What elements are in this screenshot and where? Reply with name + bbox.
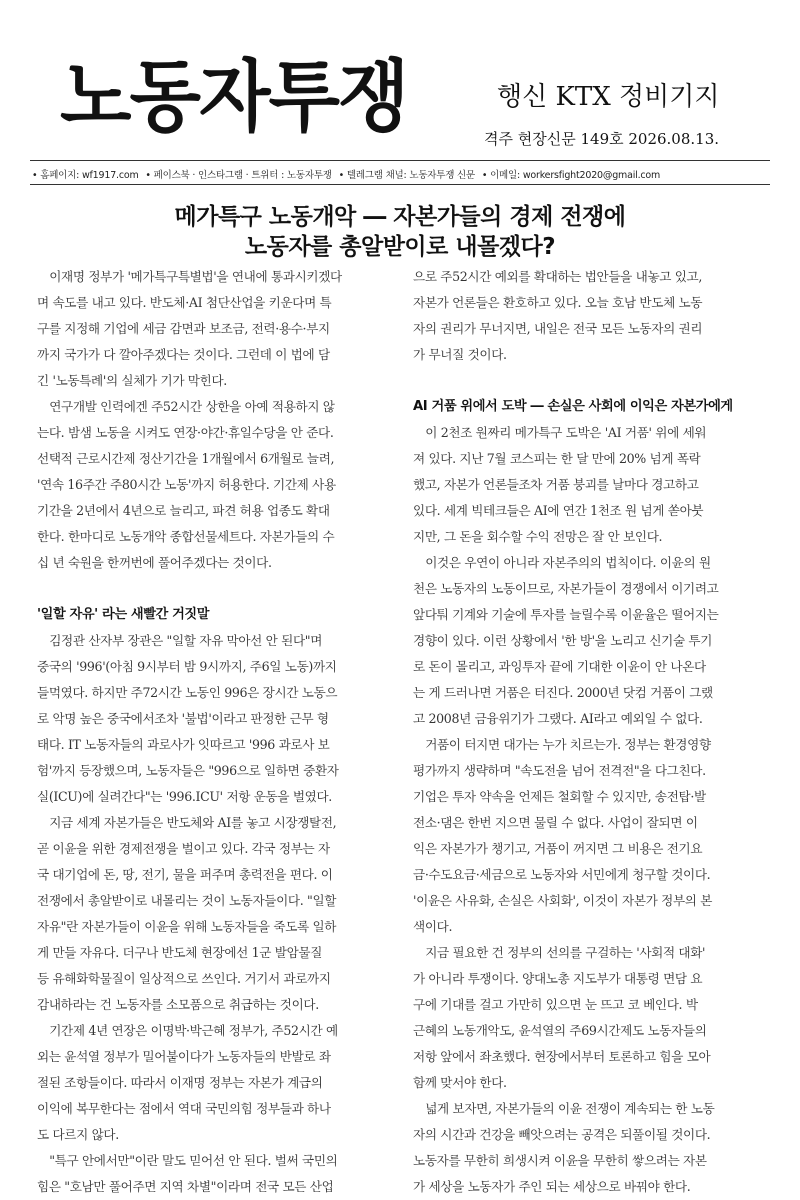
article-line: 들먹였다. 하지만 주72시간 노동인 996은 장시간 노동으: [37, 685, 338, 700]
article-line: 게 만들 자유다. 더구나 반도체 현장에선 1군 발암물질: [37, 945, 323, 960]
article-line: '이윤은 사유화, 손실은 사회화', 이것이 자본가 정부의 본: [413, 893, 713, 908]
article-line: 저항 앞에서 좌초했다. 현장에서부터 토론하고 힘을 모아: [413, 1049, 711, 1064]
article-line: 까지 국가가 다 깔아주겠다는 것이다. 그런데 이 법에 담: [37, 347, 330, 362]
article-line: 십 년 숙원을 한꺼번에 풀어주겠다는 것이다.: [37, 555, 272, 570]
article-line: 이 2천조 원짜리 메가특구 도박은 'AI 거품' 위에 세워: [413, 425, 707, 440]
article-line: 등 유해화학물질이 일상적으로 쓰인다. 거기서 과로까지: [37, 971, 331, 986]
article-line: 이재명 정부가 '메가특구특별법'을 연내에 통과시키겠다: [37, 269, 342, 284]
header-rule-bottom: [30, 184, 770, 185]
article-line: 했고, 자본가 언론들조차 거품 붕괴를 날마다 경고하고: [413, 477, 699, 492]
article-line: 지만, 그 돈을 회수할 수익 전망은 잘 안 보인다.: [413, 529, 663, 544]
article-line: 긴 '노동특례'의 실체가 기가 막힌다.: [37, 373, 227, 388]
article-line: 넓게 보자면, 자본가들의 이윤 전쟁이 계속되는 한 노동: [413, 1101, 715, 1116]
article-line: 로 악명 높은 중국에서조차 '불법'이라고 판정한 근무 형: [37, 711, 329, 726]
article-line: 중국의 '996'(아침 9시부터 밤 9시까지, 주6일 노동)까지: [37, 659, 337, 674]
article-line: 함께 맞서야 한다.: [413, 1075, 507, 1090]
section-heading: AI 거품 위에서 도박 ― 손실은 사회에 이익은 자본가에게: [413, 399, 733, 414]
article-line: 천은 노동자의 노동이므로, 자본가들이 경쟁에서 이기려고: [413, 581, 719, 596]
article-line: 지금 세계 자본가들은 반도체와 AI를 놓고 시장쟁탈전,: [37, 815, 337, 830]
article-line: 기업은 투자 약속을 언제든 철회할 수 있지만, 송전탑·발: [413, 789, 706, 804]
article-line: 실(ICU)에 실려간다"는 '996.ICU' 저항 운동을 벌였다.: [37, 789, 332, 804]
article-line: '연속 16주간 주80시간 노동'까지 허용한다. 기간제 사용: [37, 477, 336, 492]
article-line: 있다. 세계 빅테크들은 AI에 연간 1천조 원 넘게 쏟아붓: [413, 503, 704, 518]
article-line: 익은 자본가가 챙기고, 거품이 꺼지면 그 비용은 전기요: [413, 841, 703, 856]
masthead-logo: 노동자투쟁: [60, 51, 408, 143]
article-line: 김정관 산자부 장관은 "일할 자유 막아선 안 된다"며: [37, 633, 323, 648]
headline-line-1: 메가특구 노동개악 ― 자본가들의 경제 전쟁에: [174, 204, 626, 230]
contact-homepage[interactable]: • 홈페이지: wf1917.com: [32, 170, 139, 181]
article-line: 색이다.: [413, 919, 453, 934]
article-line: 감내하라는 건 노동자를 소모품으로 취급하는 것이다.: [37, 997, 319, 1012]
article-line: 기간제 4년 연장은 이명박·박근혜 정부가, 주52시간 예: [37, 1023, 338, 1038]
article-line: 험'까지 등장했으며, 노동자들은 "996으로 일하면 중환자: [37, 763, 339, 778]
article-line: 전쟁에서 총알받이로 내몰리는 것이 노동자들이다. "일할: [37, 893, 337, 908]
article-line: 지금 필요한 건 정부의 선의를 구걸하는 '사회적 대화': [413, 945, 706, 960]
article-line: 져 있다. 지난 7월 코스피는 한 달 만에 20% 넘게 폭락: [413, 451, 701, 466]
article-line: 이익에 복무한다는 점에서 역대 국민의힘 정부들과 하나: [37, 1101, 331, 1116]
article-line: 곧 이윤을 위한 경제전쟁을 벌이고 있다. 각국 정부는 자: [37, 841, 330, 856]
article-line: 는다. 밤샘 노동을 시켜도 연장·야간·휴일수당을 안 준다.: [37, 425, 334, 440]
article-line: 가 무너질 것이다.: [413, 347, 507, 362]
contact-telegram: • 텔레그램 채널: 노동자투쟁 신문: [338, 170, 476, 181]
article-line: 구에 기대를 걸고 가만히 있으면 눈 뜨고 코 베인다. 박: [413, 997, 698, 1012]
article-line: 금·수도요금·세금으로 노동자와 서민에게 청구할 것이다.: [413, 867, 711, 882]
article-line: 가 세상을 노동자가 주인 되는 세상으로 바꿔야 한다.: [413, 1179, 691, 1194]
article-line: 선택적 근로시간제 정산기간을 1개월에서 6개월로 늘려,: [37, 451, 335, 466]
article-line: 이것은 우연이 아니라 자본주의의 법칙이다. 이윤의 원: [413, 555, 711, 570]
contact-sns: • 페이스북 · 인스타그램 · 트위터 : 노동자투쟁: [145, 170, 332, 181]
article-line: 기간을 2년에서 4년으로 늘리고, 파견 허용 업종도 확대: [37, 503, 330, 518]
paragraph-gap: [37, 576, 392, 602]
article-line: 평가까지 생략하며 "속도전을 넘어 전격전"을 다그친다.: [413, 763, 706, 778]
article-line: 가 아니라 투쟁이다. 양대노총 지도부가 대통령 면담 요: [413, 971, 703, 986]
article-line: 자본가 언론들은 환호하고 있다. 오늘 호남 반도체 노동: [413, 295, 703, 310]
article-line: 연구개발 인력에겐 주52시간 상한을 아예 적용하지 않: [37, 399, 335, 414]
issue-meta: 격주 현장신문 149호 2026.08.13.: [484, 130, 720, 148]
article-line: 절된 조항들이다. 따라서 이재명 정부는 자본가 계급의: [37, 1075, 323, 1090]
article-line: 거품이 터지면 대가는 누가 치르는가. 정부는 환경영향: [413, 737, 711, 752]
article-line: 자유"란 자본가들이 이윤을 위해 노동자들을 죽도록 일하: [37, 919, 337, 934]
article-line: 로 돈이 몰리고, 과잉투자 끝에 기대한 이윤이 안 나온다: [413, 659, 706, 674]
article-line: 자의 권리가 무너지면, 내일은 전국 모든 노동자의 권리: [413, 321, 703, 336]
article-line: 전소·댐은 한번 지으면 물릴 수 없다. 사업이 잘되면 이: [413, 815, 698, 830]
article-line: 근혜의 노동개악도, 윤석열의 주69시간제도 노동자들의: [413, 1023, 707, 1038]
article-line: 으로 주52시간 예외를 확대하는 법안들을 내놓고 있고,: [413, 269, 703, 284]
article-line: 앞다퉈 기계와 기술에 투자를 늘릴수록 이윤율은 떨어지는: [413, 607, 719, 622]
header-rule-top: [30, 160, 770, 161]
contact-email[interactable]: • 이메일: workersfight2020@gmail.com: [481, 170, 661, 181]
article-line: 노동자를 무한히 희생시켜 이윤을 무한히 쌓으려는 자본: [413, 1153, 707, 1168]
article-left-column: [37, 264, 392, 1200]
article-line: 외는 윤석열 정부가 밀어붙이다가 노동자들의 반발로 좌: [37, 1049, 331, 1064]
article-line: 힘은 "호남만 풀어주면 지역 차별"이라며 전국 모든 산업: [37, 1179, 334, 1194]
article-line: 자의 시간과 건강을 빼앗으려는 공격은 되풀이될 것이다.: [413, 1127, 711, 1142]
article-line: 고 2008년 금융위기가 그랬다. AI라고 예외일 수 없다.: [413, 711, 703, 726]
article-line: 도 다르지 않다.: [37, 1127, 119, 1142]
contact-bar: [32, 167, 768, 181]
section-heading: '일할 자유' 라는 새빨간 거짓말: [37, 607, 210, 622]
article-line: 태다. IT 노동자들의 과로사가 잇따르고 '996 과로사 보: [37, 737, 330, 752]
article-line: 경향이 있다. 이런 상황에서 '한 방'을 노리고 신기술 투기: [413, 633, 713, 648]
article-right-column: [413, 264, 768, 1200]
headline-line-2: 노동자를 총알받이로 내몰겠다?: [244, 234, 556, 260]
paragraph-gap: [413, 368, 768, 394]
article-line: "특구 안에서만"이란 말도 믿어선 안 된다. 벌써 국민의: [37, 1153, 338, 1168]
article-line: 국 대기업에 돈, 땅, 전기, 물을 퍼주며 총력전을 편다. 이: [37, 867, 333, 882]
article-line: 며 속도를 내고 있다. 반도체·AI 첨단산업을 키운다며 특: [37, 295, 332, 310]
article-line: 한다. 한마디로 노동개악 종합선물세트다. 자본가들의 수: [37, 529, 335, 544]
article-line: 구를 지정해 기업에 세금 감면과 보조금, 전력·용수·부지: [37, 321, 330, 336]
issue-title: 행신 KTX 정비기지: [497, 82, 720, 112]
article-line: 는 게 드러나면 거품은 터진다. 2000년 닷컴 거품이 그랬: [413, 685, 713, 700]
